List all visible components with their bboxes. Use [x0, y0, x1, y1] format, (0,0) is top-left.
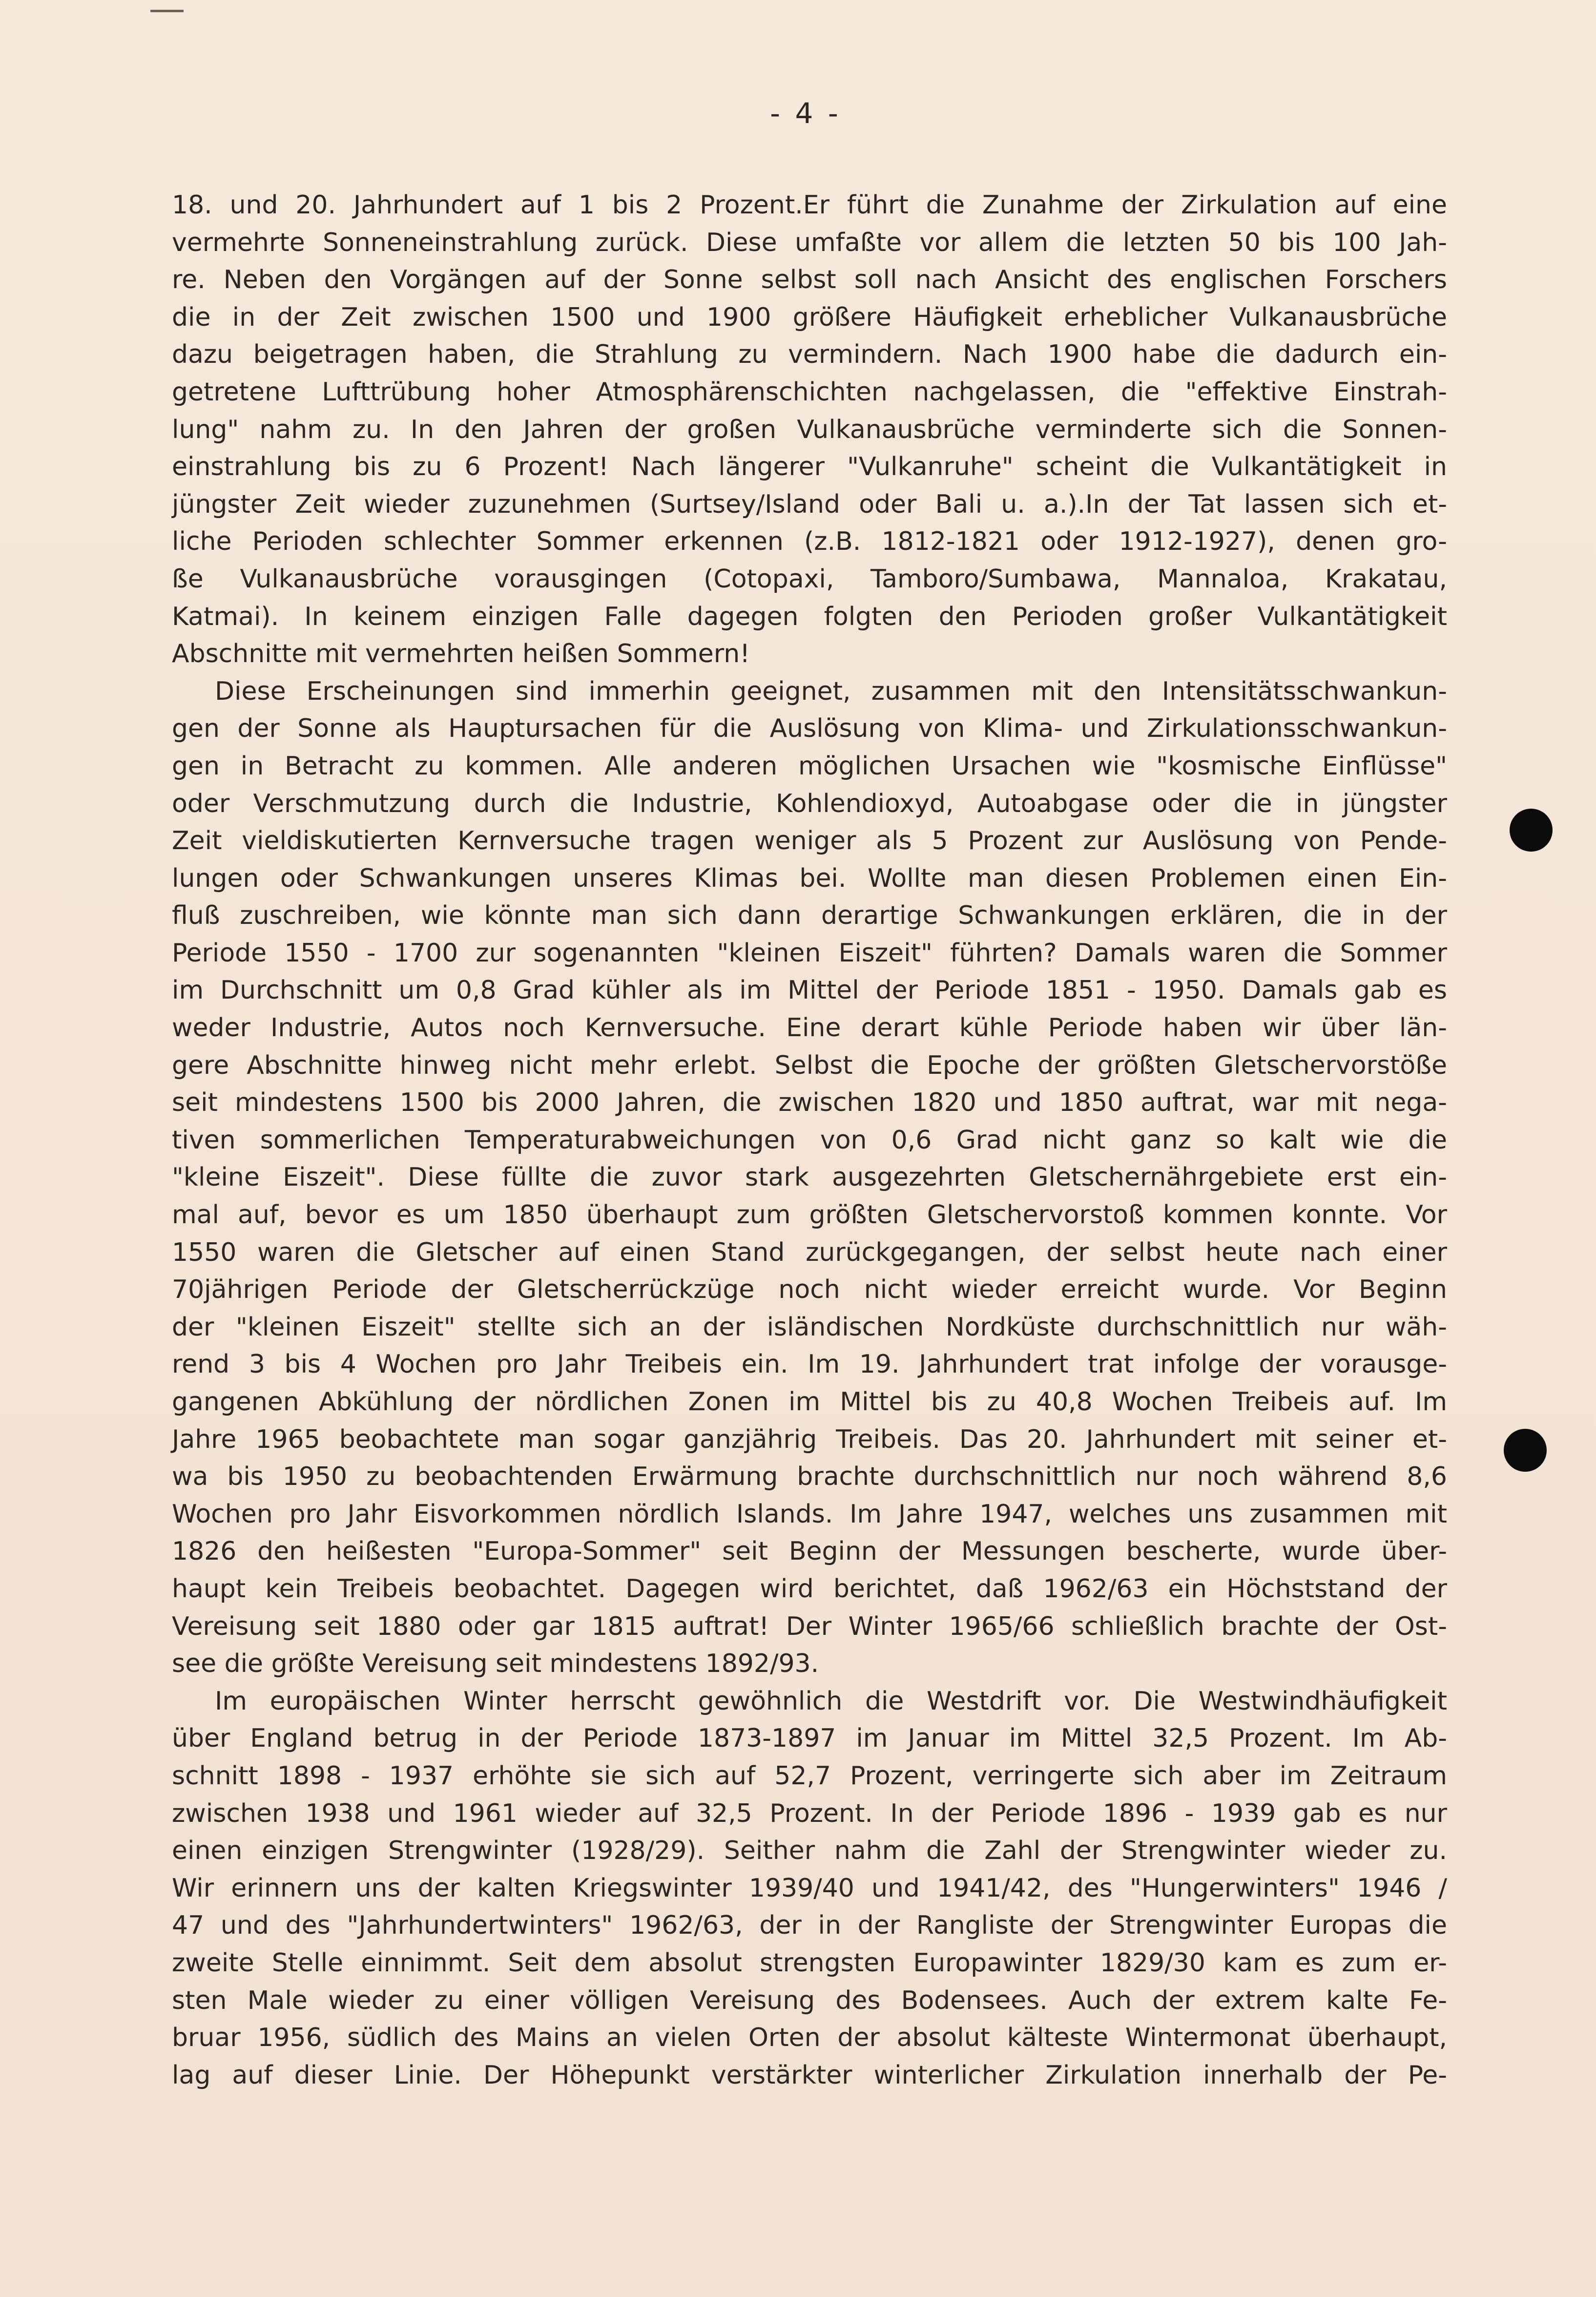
text-line: 18. und 20. Jahrhundert auf 1 bis 2 Prozent.Er führt die Zunahme der Zirkulation auf eine [172, 190, 1447, 220]
text-line: gere Abschnitte hinweg nicht mehr erlebt. Selbst die Epoche der größten Gletschervorstöße [172, 1050, 1447, 1080]
text-line: 1550 waren die Gletscher auf einen Stand zurückgegangen, der selbst heute nach einer [172, 1237, 1447, 1267]
text-line: gangenen Abkühlung der nördlichen Zonen im Mittel bis zu 40,8 Wochen Treibeis auf. Im [172, 1387, 1447, 1417]
text-line: schnitt 1898 - 1937 erhöhte sie sich auf 52,7 Prozent, verringerte sich aber im Zeitraum [172, 1761, 1447, 1791]
text-line: lung" nahm zu. In den Jahren der großen Vulkanausbrüche verminderte sich die Sonnen- [172, 415, 1447, 444]
text-line: bruar 1956, südlich des Mains an vielen Orten der absolut kälteste Wintermonat überhaupt, [172, 2023, 1447, 2053]
text-line: fluß zuschreiben, wie könnte man sich dann derartige Schwankungen erklären, die in der [172, 901, 1447, 931]
text-line: der "kleinen Eiszeit" stellte sich an der isländischen Nordküste durchschnittlich nur wäh- [172, 1312, 1447, 1342]
text-line: die in der Zeit zwischen 1500 und 1900 größere Häufigkeit erheblicher Vulkanausbrüche [172, 302, 1447, 332]
text-line: oder Verschmutzung durch die Industrie, Kohlendioxyd, Autoabgase oder die in jüngster [172, 789, 1447, 818]
text-line: 1826 den heißesten "Europa-Sommer" seit Beginn der Messungen bescherte, wurde über- [172, 1537, 1447, 1566]
text-line: im Durchschnitt um 0,8 Grad kühler als im Mittel der Periode 1851 - 1950. Damals gab es [172, 976, 1447, 1005]
body-text [172, 187, 1447, 2094]
text-line: re. Neben den Vorgängen auf der Sonne selbst soll nach Ansicht des englischen Forschers [172, 265, 1447, 295]
text-line: vermehrte Sonneneinstrahlung zurück. Diese umfaßte vor allem die letzten 50 bis 100 Jah- [172, 228, 1447, 257]
text-line: lungen oder Schwankungen unseres Klimas bei. Wollte man diesen Problemen einen Ein- [172, 863, 1447, 893]
text-line: 47 und des "Jahrhundertwinters" 1962/63, der in der Rangliste der Strengwinter Europas die [172, 1911, 1447, 1941]
punch-hole [1510, 809, 1553, 852]
text-line: über England betrug in der Periode 1873-1897 im Januar im Mittel 32,5 Prozent. Im Ab- [172, 1724, 1447, 1754]
text-line: Periode 1550 - 1700 zur sogenannten "kleinen Eiszeit" führten? Damals waren die Sommer [172, 938, 1447, 968]
paragraph-end-line: see die größte Vereisung seit mindestens 1892/93. [172, 1649, 819, 1679]
text-line: Katmai). In keinem einzigen Falle dagegen folgten den Perioden großer Vulkantätigkeit [172, 602, 1447, 631]
text-line: jüngster Zeit wieder zuzunehmen (Surtsey/Island oder Bali u. a.).In der Tat lassen sich et- [172, 489, 1447, 519]
text-line: Vereisung seit 1880 oder gar 1815 auftrat! Der Winter 1965/66 schließlich brachte der Ost- [172, 1611, 1447, 1641]
text-line: liche Perioden schlechter Sommer erkennen (z.B. 1812-1821 oder 1912-1927), denen gro- [172, 527, 1447, 557]
text-line: haupt kein Treibeis beobachtet. Dagegen wird berichtet, daß 1962/63 ein Höchststand der [172, 1574, 1447, 1604]
text-line: ße Vulkanausbrüche vorausgingen (Cotopaxi, Tamboro/Sumbawa, Mannaloa, Krakatau, [172, 564, 1447, 594]
text-line: Wochen pro Jahr Eisvorkommen nördlich Islands. Im Jahre 1947, welches uns zusammen mit [172, 1499, 1447, 1529]
punch-hole [1504, 1429, 1547, 1472]
paragraph-start-line: Im europäischen Winter herrscht gewöhnlich die Westdrift vor. Die Westwindhäufigkeit [215, 1686, 1447, 1716]
text-line: 70jährigen Periode der Gletscherrückzüge noch nicht wieder erreicht wurde. Vor Beginn [172, 1275, 1447, 1305]
text-line: weder Industrie, Autos noch Kernversuche. Eine derart kühle Periode haben wir über län- [172, 1013, 1447, 1043]
text-line: tiven sommerlichen Temperaturabweichungen von 0,6 Grad nicht ganz so kalt wie die [172, 1125, 1447, 1155]
text-line: sten Male wieder zu einer völligen Vereisung des Bodensees. Auch der extrem kalte Fe- [172, 1985, 1447, 2015]
text-line: rend 3 bis 4 Wochen pro Jahr Treibeis ein. Im 19. Jahrhundert trat infolge der vorausge- [172, 1350, 1447, 1379]
page-number: - 4 - [770, 97, 841, 130]
text-line: dazu beigetragen haben, die Strahlung zu vermindern. Nach 1900 habe die dadurch ein- [172, 340, 1447, 370]
text-line: wa bis 1950 zu beobachtenden Erwärmung brachte durchschnittlich nur noch während 8,6 [172, 1462, 1447, 1492]
text-line: gen der Sonne als Hauptursachen für die Auslösung von Klima- und Zirkulationsschwankun- [172, 714, 1447, 744]
text-line: "kleine Eiszeit". Diese füllte die zuvor stark ausgezehrten Gletschernährgebiete erst ein- [172, 1163, 1447, 1192]
text-line: zweite Stelle einnimmt. Seit dem absolut strengsten Europawinter 1829/30 kam es zum er- [172, 1948, 1447, 1978]
text-line: getretene Lufttrübung hoher Atmosphärenschichten nachgelassen, die "effektive Einstrah- [172, 377, 1447, 407]
paragraph-start-line: Diese Erscheinungen sind immerhin geeignet, zusammen mit den Intensitätsschwankun- [215, 676, 1447, 706]
text-line: einen einzigen Strengwinter (1928/29). Seither nahm die Zahl der Strengwinter wieder zu. [172, 1836, 1447, 1866]
text-line: Zeit vieldiskutierten Kernversuche tragen weniger als 5 Prozent zur Auslösung von Pende- [172, 826, 1447, 856]
text-line: Wir erinnern uns der kalten Kriegswinter 1939/40 und 1941/42, des "Hungerwinters" 1946 / [172, 1873, 1447, 1903]
text-line: lag auf dieser Linie. Der Höhepunkt verstärkter winterlicher Zirkulation innerhalb der Pe- [172, 2060, 1447, 2090]
text-line: Jahre 1965 beobachtete man sogar ganzjährig Treibeis. Das 20. Jahrhundert mit seiner et- [172, 1424, 1447, 1454]
top-edge-mark [150, 10, 184, 12]
text-line: einstrahlung bis zu 6 Prozent! Nach längerer "Vulkanruhe" scheint die Vulkantätigkeit in [172, 452, 1447, 482]
text-line: gen in Betracht zu kommen. Alle anderen möglichen Ursachen wie "kosmische Einflüsse" [172, 751, 1447, 781]
text-line: seit mindestens 1500 bis 2000 Jahren, die zwischen 1820 und 1850 auftrat, war mit nega- [172, 1088, 1447, 1118]
text-line: zwischen 1938 und 1961 wieder auf 32,5 Prozent. In der Periode 1896 - 1939 gab es nur [172, 1798, 1447, 1828]
paragraph-end-line: Abschnitte mit vermehrten heißen Sommern! [172, 639, 750, 669]
text-line: mal auf, bevor es um 1850 überhaupt zum größten Gletschervorstoß kommen konnte. Vor [172, 1200, 1447, 1230]
